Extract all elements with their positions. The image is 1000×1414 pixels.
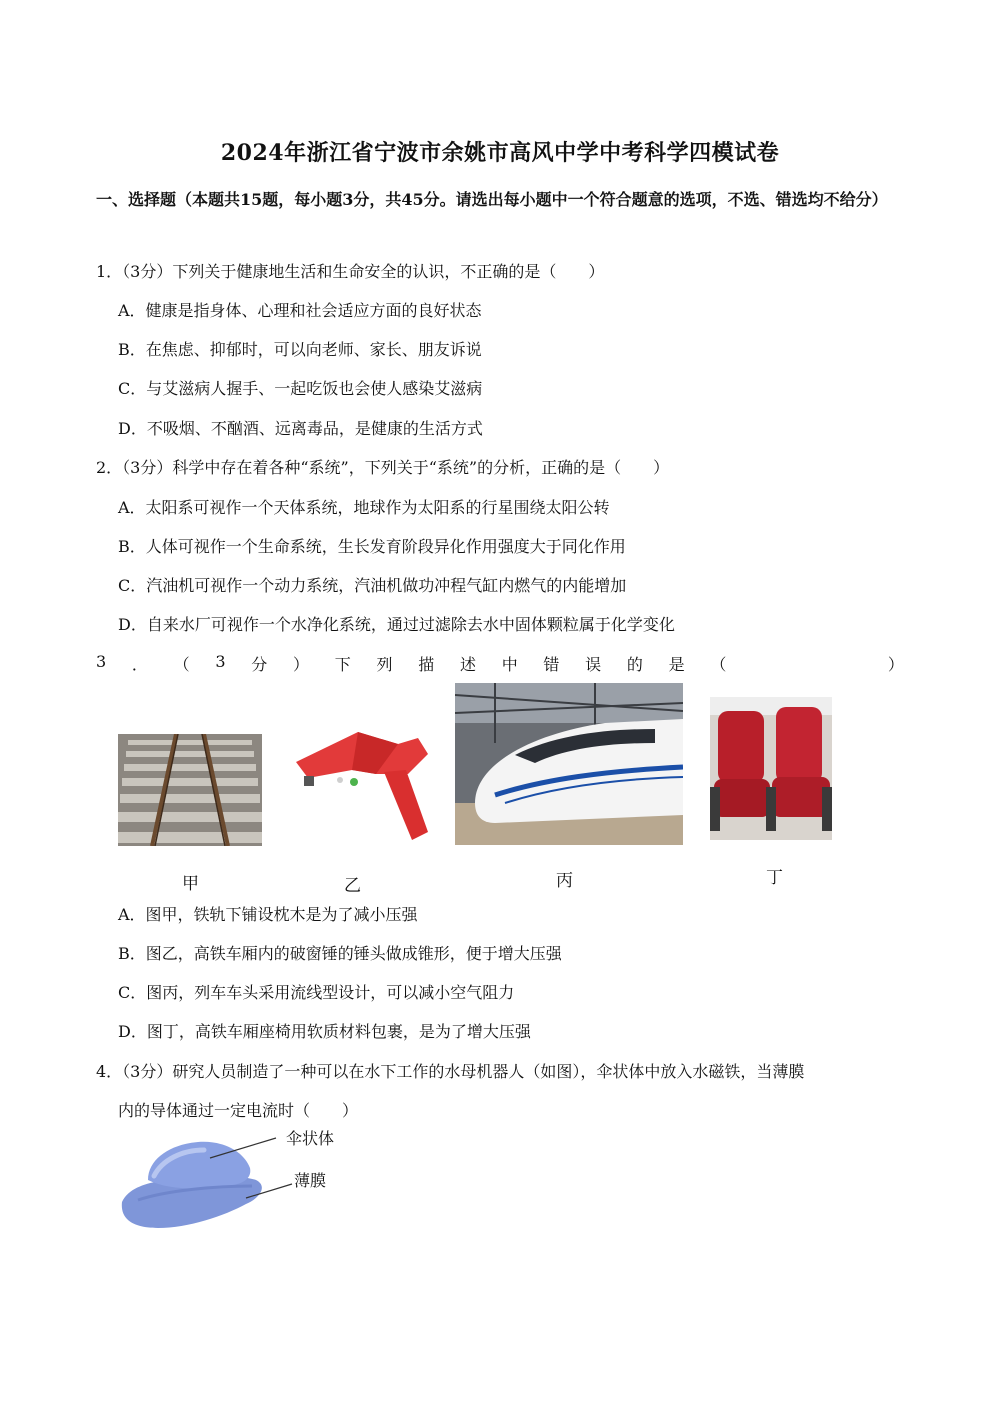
question-3-option-d: D．图丁，高铁车厢座椅用软质材料包裹，是为了增大压强 — [118, 1022, 531, 1041]
bullet-train-image — [455, 683, 683, 845]
safety-hammer-image — [288, 714, 433, 846]
section-heading: 一、选择题（本题共15题，每小题3分，共45分。请选出每小题中一个符合题意的选项，不选、错选均不给分） — [96, 190, 888, 209]
question-2-option-c: C．汽油机可视作一个动力系统，汽油机做功冲程气缸内燃气的内能增加 — [118, 576, 627, 595]
question-4-stem-line1: 4．（3分）研究人员制造了一种可以在水下工作的水母机器人（如图），伞状体中放入水磁铁，当薄膜 — [96, 1062, 805, 1081]
question-1-stem: 1．（3分）下列关于健康地生活和生命安全的认识，不正确的是（ ） — [96, 262, 605, 281]
question-2-stem: 2．（3分）科学中存在着各种“系统”，下列关于“系统”的分析，正确的是（ ） — [96, 458, 670, 477]
question-2-option-a: A．太阳系可视作一个天体系统，地球作为太阳系的行星围绕太阳公转 — [118, 498, 610, 517]
caption-jia: 甲 — [182, 874, 199, 894]
caption-bing: 丙 — [556, 871, 573, 891]
question-4-stem-line2: 内的导体通过一定电流时（ ） — [118, 1101, 359, 1120]
question-3-option-c: C．图丙，列车车头采用流线型设计，可以减小空气阻力 — [118, 983, 515, 1002]
question-1-option-c: C．与艾滋病人握手、一起吃饭也会使人感染艾滋病 — [118, 379, 483, 398]
label-umbrella-body: 伞状体 — [286, 1129, 335, 1148]
question-1-option-d: D．不吸烟、不酗酒、远离毒品，是健康的生活方式 — [118, 419, 483, 438]
label-membrane: 薄膜 — [294, 1171, 327, 1190]
question-3-option-a: A．图甲，铁轨下铺设枕木是为了减小压强 — [118, 905, 418, 924]
question-3-stem: 3 ． （ 3 分 ） 下 列 描 述 中 错 误 的 是 （ ） — [96, 652, 904, 674]
page-title: 2024年浙江省宁波市余姚市高风中学中考科学四模试卷 — [220, 140, 780, 166]
train-seats-image — [710, 697, 832, 840]
question-2-option-d: D．自来水厂可视作一个水净化系统，通过过滤除去水中固体颗粒属于化学变化 — [118, 615, 675, 634]
caption-yi: 乙 — [344, 876, 361, 896]
railway-track-image — [118, 734, 262, 846]
question-1-option-b: B．在焦虑、抑郁时，可以向老师、家长、朋友诉说 — [118, 340, 482, 359]
question-1-option-a: A．健康是指身体、心理和社会适应方面的良好状态 — [118, 301, 482, 320]
question-3-option-b: B．图乙，高铁车厢内的破窗锤的锤头做成锥形，便于增大压强 — [118, 944, 562, 963]
question-2-option-b: B．人体可视作一个生命系统，生长发育阶段异化作用强度大于同化作用 — [118, 537, 626, 556]
caption-ding: 丁 — [766, 868, 783, 888]
